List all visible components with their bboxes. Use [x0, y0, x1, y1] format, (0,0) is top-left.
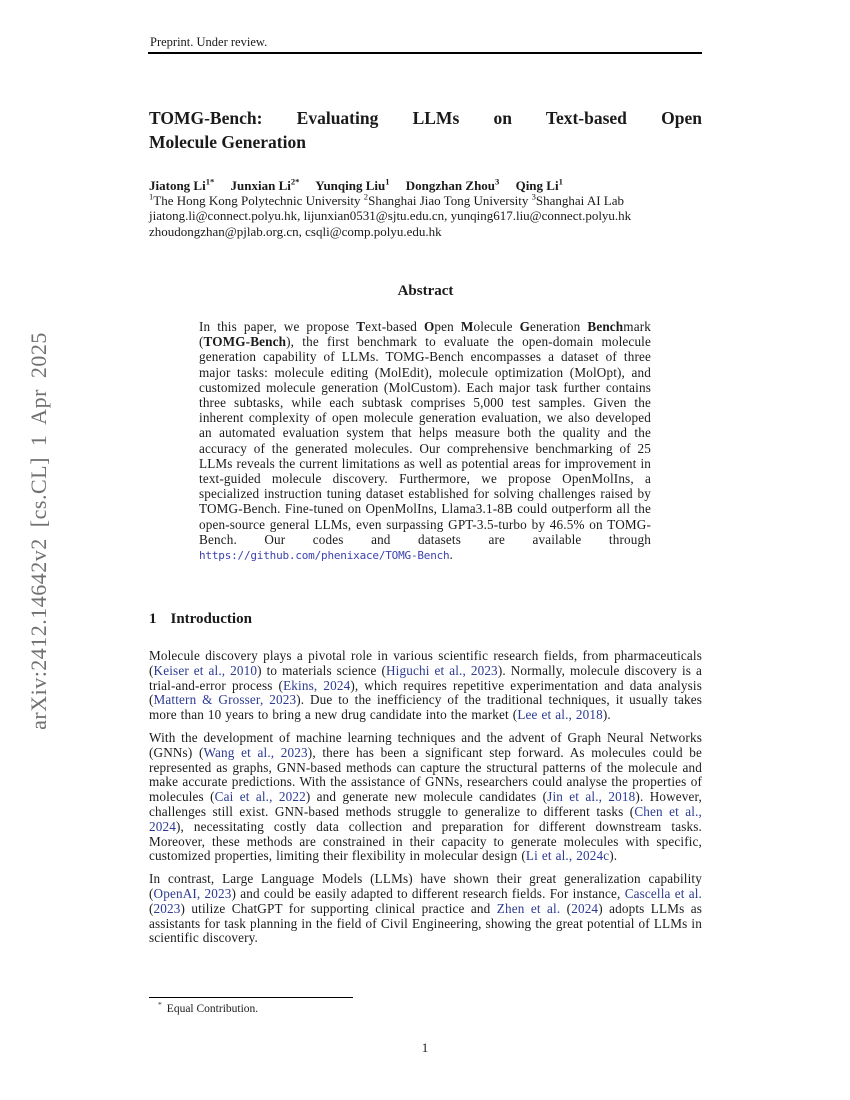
citation-link[interactable]: 2024 — [571, 900, 599, 916]
repo-url-link[interactable]: https://github.com/phenixace/TOMG-Bench — [199, 549, 450, 563]
text-run: mark ( — [199, 319, 651, 350]
author-name-text: Yunqing Liu — [315, 178, 386, 193]
text-run: O — [423, 319, 435, 334]
author-name-text: Dongzhan Zhou — [405, 178, 496, 193]
text-run: ) and generate new molecule candidates ( — [305, 789, 548, 805]
text-run: In this paper, we propose — [199, 319, 357, 334]
citation-link[interactable]: Ekins, 2024 — [283, 677, 351, 693]
text-run: ), there has been a significant step forward. As molecules could be represented as graphs, GNN-based methods can capture the structural patterns of the molecule and make accurate predictions. With the assistance of GNNs, researchers could analyse the properties of molecules ( — [149, 744, 703, 805]
paper-title-line1: TOMG-Bench: Evaluating LLMs on Text-based Open — [149, 108, 702, 128]
text-run: T — [356, 319, 366, 334]
text-run: ), the first benchmark to evaluate the open-domain molecule generation capability of LLMs. TOMG-Bench encompasses a dataset of three major tasks: molecule editing (MolEdit), molecule optimization (MolOpt), and customized molecule generation (MolCustom). Each major task further contains three subtasks, while each subtask comprises 5,000 test samples. Given the inherent complexity of open molecule generation evaluation, we also developed an automated evaluation system that helps measure both the quality and the accuracy of the generated molecules. Our comprehensive benchmarking of 25 LLMs reveals the current limitations as well as potential areas for improvement in text-guided molecule discovery. Furthermore, we propose OpenMolIns, a specialized instruction tuning dataset established for solving challenges raised by TOMG-Bench. Fine-tuned on OpenMolIns, Llama3.1-8B could outperform all the open-source general LLMs, even surpassing GPT-3.5-turbo by 46.5% on TOMG-Bench. Our codes and datasets are available through — [199, 334, 651, 547]
text-run: olecule — [473, 319, 520, 334]
citation-link[interactable]: 2023 — [153, 900, 181, 916]
header-rule — [148, 52, 702, 54]
text-run: ), which requires repetitive experimentation and data analysis ( — [149, 677, 702, 708]
text-run: With the development of machine learning techniques and the advent of Graph Neural Networks (GNNs) ( — [149, 729, 702, 760]
citation-link[interactable]: Keiser et al., 2010 — [153, 662, 258, 678]
text-run: G — [519, 319, 530, 334]
text-run: ( — [560, 900, 572, 916]
text-run: ), necessitating costly data collection and preparation for different downstream tasks. Moreover, these methods are constrained in their capacity to generate molecules with specific, customized properties, limiting their flexibility in molecular design ( — [149, 818, 702, 864]
affiliation-sup: 2 — [363, 191, 369, 202]
arxiv-stamp: arXiv:2412.14642v2 [cs.CL] 1 Apr 2025 — [26, 332, 51, 730]
author-name-text: Qing Li — [515, 178, 559, 193]
text-run: ). Normally, molecule discovery is a trial-and-error process ( — [149, 662, 702, 693]
text-run: In contrast, Large Language Models (LLMs) have shown their great generalization capability ( — [149, 871, 702, 901]
citation-link[interactable]: Chen et al., 2024 — [149, 803, 703, 834]
author-sup: 3 — [495, 176, 500, 187]
author-name — [516, 178, 563, 193]
affiliation-sup: 1 — [149, 191, 154, 202]
footnote-marker: * — [158, 1000, 162, 1010]
footnote-text: Equal Contribution. — [166, 1003, 259, 1015]
preprint-status-note: Preprint. Under review. — [150, 35, 268, 49]
text-run: ) utilize ChatGPT for supporting clinical practice and — [180, 900, 497, 916]
author-emails-line2: zhoudongzhan@pjlab.org.cn, csqli@comp.polyu.edu.hk — [149, 223, 442, 239]
abstract-heading: Abstract — [397, 283, 454, 299]
citation-link[interactable]: Zhen et al. — [496, 900, 561, 916]
citation-link[interactable]: Cascella et al. — [624, 885, 702, 901]
intro-paragraph-1 — [149, 649, 702, 723]
abstract-text — [199, 319, 651, 563]
author-list — [149, 178, 714, 193]
text-run: ). Due to the inefficiency of the traditional techniques, it usually takes more than 10 years to bring a new drug candidate into the market ( — [149, 692, 702, 723]
text-run: Molecule discovery plays a pivotal role in various scientific research fields, from pharmaceuticals ( — [149, 648, 702, 678]
citation-link[interactable]: Li et al., 2024c — [525, 848, 610, 864]
text-run: ) adopts LLMs as assistants for task planning in the field of Civil Engineering, showing the great potential of LLMs in scientific discovery. — [149, 900, 702, 946]
equal-contribution-footnote — [149, 1000, 702, 1015]
author-name — [406, 178, 500, 193]
text-run: Bench — [587, 319, 624, 334]
author-name-text: Junxian Li — [230, 178, 291, 193]
text-run: ). However, challenges still exist. GNN-based methods struggle to generalize to different tasks ( — [149, 789, 702, 819]
text-run: pen — [434, 319, 461, 334]
section-title: Introduction — [170, 611, 252, 627]
text-run: eneration — [530, 319, 588, 334]
citation-link[interactable]: Higuchi et al., 2023 — [386, 662, 498, 678]
intro-paragraph-2 — [149, 731, 702, 864]
text-run: M — [460, 319, 474, 334]
paper-title-line2: Molecule Generation — [149, 131, 306, 152]
citation-link[interactable]: Wang et al., 2023 — [203, 744, 308, 760]
affiliation-text: The Hong Kong Polytechnic University — [153, 193, 364, 209]
section-heading-introduction — [149, 611, 252, 628]
section-number: 1 — [149, 611, 157, 627]
citation-link[interactable]: Cai et al., 2022 — [214, 789, 306, 805]
author-name-text: Jiatong Li — [149, 178, 206, 193]
author-sup: 1 — [385, 176, 390, 187]
author-sup: 1* — [205, 176, 215, 187]
paper-title — [149, 107, 702, 154]
affiliation-text: Shanghai Jiao Tong University — [368, 193, 532, 209]
text-run: ) to materials science ( — [257, 662, 386, 678]
author-emails-line1: jiatong.li@connect.polyu.hk, lijunxian0531@sjtu.edu.cn, yunqing617.liu@connect.polyu.hk — [149, 208, 632, 224]
author-sup: 2* — [290, 176, 300, 187]
text-run: . — [449, 547, 453, 563]
text-run: ext-based — [365, 319, 424, 334]
affiliation-list — [149, 193, 714, 208]
footnote-rule — [149, 997, 353, 998]
author-name — [315, 178, 389, 193]
text-run: ). — [609, 848, 618, 864]
intro-paragraph-3 — [149, 872, 702, 946]
citation-link[interactable]: OpenAI, 2023 — [153, 885, 232, 901]
author-name — [149, 178, 214, 193]
text-run: TOMG-Bench — [203, 334, 287, 350]
text-run: ). — [602, 707, 611, 723]
affiliation-sup: 3 — [531, 191, 536, 202]
author-sup: 1 — [558, 176, 563, 187]
author-block — [149, 178, 714, 239]
author-name — [231, 178, 300, 193]
text-run: ) and could be easily adapted to different research fields. For instance, — [231, 885, 625, 901]
citation-link[interactable]: Lee et al., 2018 — [517, 707, 603, 723]
affiliation-text: Shanghai AI Lab — [535, 193, 624, 209]
citation-link[interactable]: Jin et al., 2018 — [547, 789, 636, 805]
introduction-body — [149, 649, 702, 954]
page-number: 1 — [421, 1040, 429, 1055]
citation-link[interactable]: Mattern & Grosser, 2023 — [153, 692, 297, 708]
text-run: ( — [149, 900, 154, 916]
